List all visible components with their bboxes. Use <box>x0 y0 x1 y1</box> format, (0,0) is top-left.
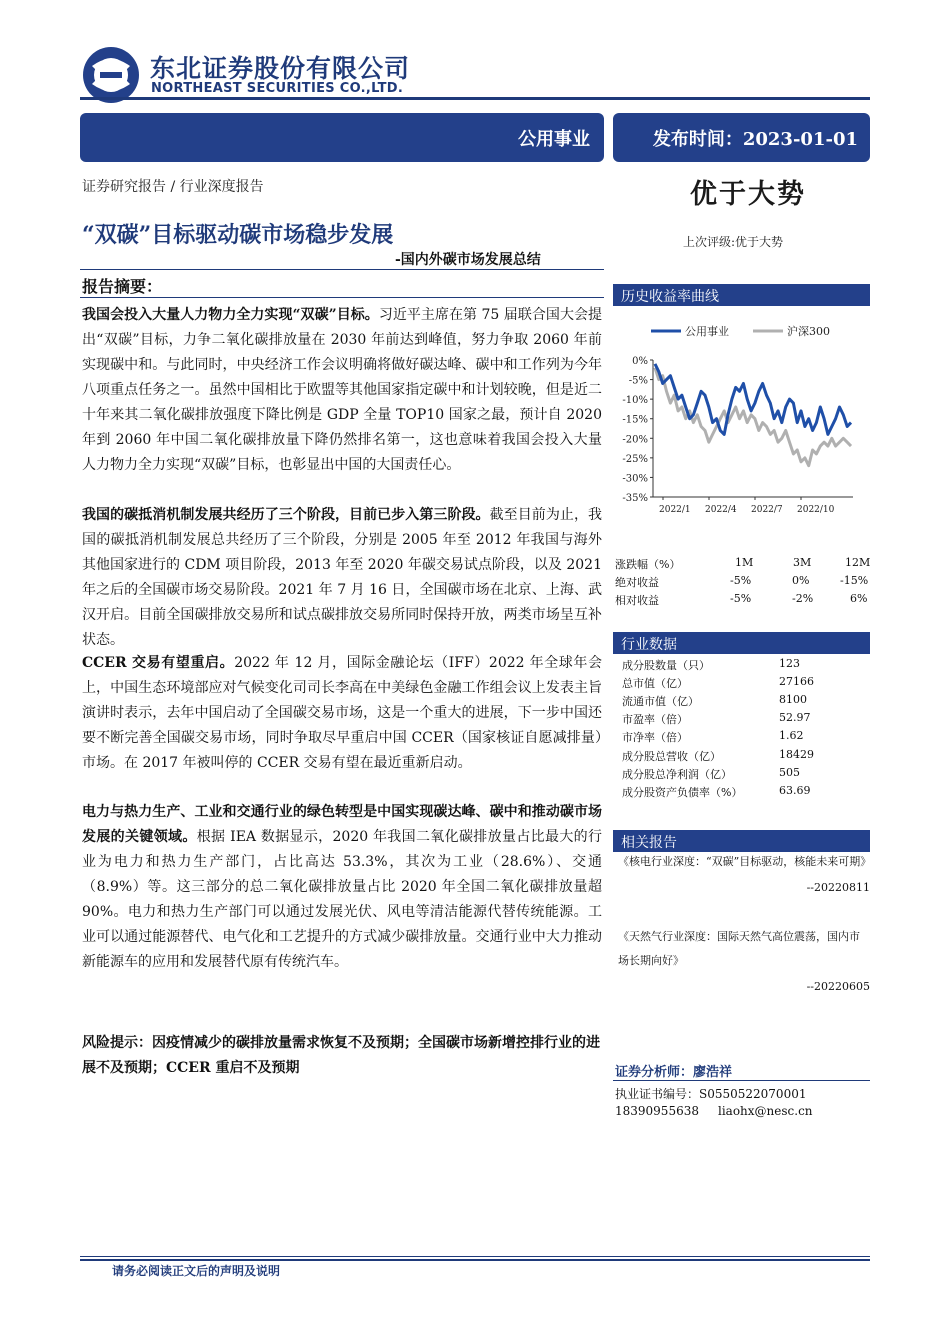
footer-divider <box>80 1256 870 1257</box>
abstract-paragraph <box>82 651 602 776</box>
y-tick-label: -20% <box>622 434 648 446</box>
y-tick-label: -15% <box>622 414 648 426</box>
rating: 优于大势 <box>690 179 806 210</box>
industry-data-heading: 行业数据 <box>621 637 677 653</box>
table-cell: -2% <box>792 592 814 605</box>
x-tick-label: 2022/10 <box>797 505 835 515</box>
table-cell: 0% <box>792 574 810 587</box>
chart-heading-bar <box>613 284 870 306</box>
company-logo <box>82 46 140 104</box>
company-name-cn: 东北证券股份有限公司 <box>150 54 411 83</box>
y-tick-label: -25% <box>622 453 648 465</box>
related-report-date: --20220605 <box>806 980 870 993</box>
y-tick-label: -5% <box>628 375 648 387</box>
abstract-paragraph <box>82 303 602 478</box>
legend-label: 沪深300 <box>787 325 830 338</box>
analyst-phone: 18390955638 <box>615 1104 699 1118</box>
table-cell: -5% <box>730 574 752 587</box>
performance-table <box>615 556 870 608</box>
table-cell: 8100 <box>779 693 807 706</box>
paragraph-lead: 我国的碳抵消机制发展共经历了三个阶段，目前已步入第三阶段。 <box>82 507 490 523</box>
table-cell: 52.97 <box>779 711 811 724</box>
y-tick-label: -35% <box>622 493 648 504</box>
footer-disclaimer: 请务必阅读正文后的声明及说明 <box>112 1264 281 1278</box>
industry-label: 公用事业 <box>518 129 590 150</box>
table-cell: 成分股资产负债率（%） <box>622 786 743 799</box>
header-divider <box>80 97 870 100</box>
table-header-cell: 3M <box>793 556 812 569</box>
publish-date: 发布时间：2023-01-01 <box>652 129 858 150</box>
related-report-item[interactable] <box>618 850 870 900</box>
table-header-cell: 1M <box>735 556 754 569</box>
legend-label: 公用事业 <box>685 325 729 338</box>
table-header-cell: 涨跌幅（%） <box>615 558 681 571</box>
risk-warning: 风险提示：因疫情减少的碳排放量需求恢复不及预期；全国碳市场新增控排行业的进展不及预期；CCER 重启不及预期 <box>82 1035 600 1076</box>
analyst-divider <box>613 1080 870 1081</box>
related-report-title: 《天然气行业深度：国际天然气高位震荡，国内市场长期向好》 <box>618 930 860 967</box>
paragraph-body: 2022 年 12 月，国际金融论坛（IFF）2022 年全球年会上，中国生态环境部应对气候变化司司长李高在中美绿色金融工作组会议上发表主旨演讲时表示，去年中国启动了全国碳交易市场，这是一个重大的进展，下一步中国还要不断完善全国碳交易市场，同时争取尽早重启中国 CCER（国家核证自愿减排量）市场。在 2017 年被叫停的 CCER 交易有望在最近重新启动。 <box>82 655 602 771</box>
related-report-item[interactable] <box>618 925 870 999</box>
x-tick-label: 2022/4 <box>705 505 737 515</box>
abstract-paragraph <box>82 800 602 975</box>
chart-heading: 历史收益率曲线 <box>621 289 719 305</box>
table-cell: 1.62 <box>779 729 804 742</box>
table-row <box>622 693 807 711</box>
previous-rating: 上次评级:优于大势 <box>683 235 784 249</box>
y-tick-label: -30% <box>622 473 648 485</box>
x-tick-label: 2022/1 <box>659 505 691 515</box>
table-row <box>622 784 811 802</box>
paragraph-lead: 我国会投入大量人力物力全力实现“双碳”目标。 <box>82 307 379 323</box>
abstract-heading: 报告摘要： <box>82 277 163 296</box>
paragraph-lead: 电力与热力生产、工业和交通行业的绿色转型是中国实现碳达峰、碳中和推动碳市场发展的关键领域。 <box>82 804 602 845</box>
table-cell: 成分股数量（只） <box>622 659 710 672</box>
table-cell: 绝对收益 <box>615 576 659 589</box>
analyst-email[interactable]: liaohx@nesc.cn <box>718 1104 813 1118</box>
table-cell: -15% <box>840 574 869 587</box>
table-cell: 相对收益 <box>615 594 659 607</box>
footer-divider <box>80 1259 870 1261</box>
related-reports-heading-bar <box>613 830 870 852</box>
related-reports-heading: 相关报告 <box>621 835 677 851</box>
paragraph-body: 根据 IEA 数据显示，2020 年我国二氧化碳排放量占比最大的行业为电力和热力生产部门，占比高达 53.3%，其次为工业（28.6%）、交通（8.9%）等。这三部分的总二氧化碳排放量占比 2020 年全国二氧化碳排放量超 90%。电力和热力生产部门可以通过发展光伏、风电等清洁能源代替传统能源。工业可以通过能源替代、电气化和工艺提升的方式减少碳排放量。交通行业中大力推动新能源车的应用和发展替代原有传统汽车。 <box>82 829 603 970</box>
table-cell: 123 <box>779 657 800 670</box>
report-subtitle: -国内外碳市场发展总结 <box>395 252 541 268</box>
y-tick-label: 0% <box>632 356 648 367</box>
abstract-divider <box>80 297 604 298</box>
series-line <box>655 368 851 466</box>
table-cell: 市净率（倍） <box>622 731 688 744</box>
series-line <box>655 364 851 435</box>
x-tick-label: 2022/7 <box>751 505 783 515</box>
table-cell: 18429 <box>779 748 814 761</box>
report-title: “双碳”目标驱动碳市场稳步发展 <box>82 222 394 248</box>
table-row <box>615 592 870 610</box>
table-cell: 总市值（亿） <box>622 677 688 690</box>
analyst-name: 证券分析师：廖浩祥 <box>615 1065 733 1080</box>
table-cell: 市盈率（倍） <box>622 713 688 726</box>
table-row <box>615 574 870 592</box>
table-cell: 成分股总净利润（亿） <box>622 768 732 781</box>
report-type: 证券研究报告 / 行业深度报告 <box>82 179 264 195</box>
analyst-certificate: 执业证书编号：S0550522070001 <box>615 1087 807 1101</box>
table-header-row <box>615 556 870 574</box>
abstract-paragraph <box>82 503 602 653</box>
table-row <box>622 657 800 675</box>
table-cell: 成分股总营收（亿） <box>622 750 721 763</box>
industry-data-heading-bar <box>613 632 870 654</box>
related-report-date: --20220811 <box>806 881 870 894</box>
company-name-en: NORTHEAST SECURITIES CO.,LTD. <box>151 81 404 96</box>
table-row <box>622 675 814 693</box>
table-row <box>622 711 811 729</box>
paragraph-body: 习近平主席在第 75 届联合国大会提出“双碳”目标，力争二氧化碳排放量在 2030 年前达到峰值，努力争取 2060 年前实现碳中和。与此同时，中央经济工作会议明确将做好碳达峰、碳中和工作列为今年八项重点任务之一。虽然中国相比于欧盟等其他国家指定碳中和计划较晚，但是近二十年来其二氧化碳排放强度下降比例是 GDP 全量 TOP10 国家之最，预计自 2020 年到 2060 年中国二氧化碳排放量下降仍然排名第一，这也意味着我国会投入大量人力物力全力实现“双碳”目标，也彰显出中国的大国责任心。 <box>82 307 603 473</box>
y-tick-label: -10% <box>622 395 648 407</box>
paragraph-lead: CCER 交易有望重启。 <box>82 655 235 671</box>
subtitle-divider <box>80 269 604 270</box>
table-cell: -5% <box>730 592 752 605</box>
table-row <box>622 748 814 766</box>
table-header-cell: 12M <box>845 556 871 569</box>
table-cell: 63.69 <box>779 784 811 797</box>
table-cell: 27166 <box>779 675 814 688</box>
date-banner <box>613 113 870 162</box>
performance-chart <box>613 314 870 520</box>
table-row <box>622 729 804 747</box>
table-cell: 6% <box>850 592 868 605</box>
table-row <box>622 766 800 784</box>
industry-data-table <box>622 657 870 803</box>
table-cell: 505 <box>779 766 800 779</box>
table-cell: 流通市值（亿） <box>622 695 699 708</box>
related-report-title: 《核电行业深度：“双碳”目标驱动，核能未来可期》 <box>618 855 872 868</box>
industry-banner <box>80 113 604 162</box>
paragraph-body: 截至目前为止，我国的碳抵消机制发展总共经历了三个阶段，分别是 2005 年至 2012 年我国与海外其他国家进行的 CDM 项目阶段，2013 年至 2020 年碳交易试点阶段，以及 2021 年之后的全国碳市场交易阶段。2021 年 7 月 16 日，全国碳市场在北京、上海、武汉开启。目前全国碳排放交易所和试点碳排放交易所同时保持开放，两类市场呈互补状态。 <box>82 507 602 648</box>
